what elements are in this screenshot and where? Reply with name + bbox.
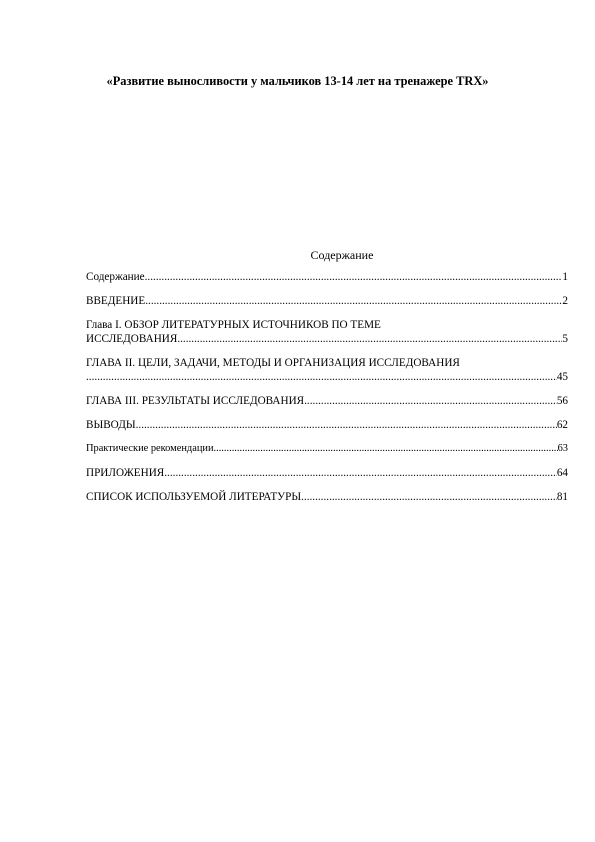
toc-page-number: 2 [562,295,568,307]
toc-entry-text: ВВЕДЕНИЕ [86,295,146,307]
toc-entry-text: ВЫВОДЫ [86,419,136,431]
toc-entry-recommendations[interactable] [86,442,568,456]
toc-entry-text: Содержание [86,271,145,283]
toc-leader-dots [301,490,557,504]
toc-entry-chapter-2[interactable] [86,356,568,384]
document-title: «Развитие выносливости у мальчиков 13-14 лет на тренажере TRX» [106,74,489,88]
toc-entry-references[interactable] [86,490,568,504]
toc-leader-dots [214,442,558,456]
toc-entry-contents[interactable] [86,270,568,284]
toc-page-number: 1 [562,271,568,283]
toc-entry-text-line1: Глава I. ОБЗОР ЛИТЕРАТУРНЫХ ИСТОЧНИКОВ ПО ТЕМЕ [86,319,381,331]
toc-leader-dots [136,418,557,432]
toc-page-number: 63 [557,443,568,454]
toc-entry-appendices[interactable] [86,466,568,480]
toc-page-number: 45 [556,371,568,383]
toc-page-number: 64 [556,467,568,479]
toc-entry-text: ПРИЛОЖЕНИЯ [86,467,165,479]
toc-leader-dots [145,270,563,284]
toc-page-number: 62 [556,419,568,431]
table-of-contents [86,248,568,514]
toc-entry-conclusions[interactable] [86,418,568,432]
toc-page-number: 81 [556,491,568,503]
toc-entry-chapter-1[interactable] [86,318,568,346]
toc-page-number: 56 [556,395,568,407]
toc-leader-dots [145,294,562,308]
toc-entry-text-line1: ГЛАВА II. ЦЕЛИ, ЗАДАЧИ, МЕТОДЫ И ОРГАНИЗАЦИЯ ИССЛЕДОВАНИЯ [86,357,460,369]
toc-leader-dots [177,332,562,346]
toc-leader-dots [304,394,557,408]
toc-entry-introduction[interactable] [86,294,568,308]
toc-entry-text: ГЛАВА III. РЕЗУЛЬТАТЫ ИССЛЕДОВАНИЯ [86,395,305,407]
toc-leader-dots [164,466,557,480]
toc-entry-text: Практические рекомендации [86,443,214,454]
toc-entry-text: ИССЛЕДОВАНИЯ [86,333,178,345]
toc-entry-text: СПИСОК ИСПОЛЬЗУЕМОЙ ЛИТЕРАТУРЫ [86,491,302,503]
toc-leader-dots [86,370,557,384]
toc-page-number: 5 [562,333,568,345]
toc-heading: Содержание [310,248,374,262]
toc-entry-chapter-3[interactable] [86,394,568,408]
